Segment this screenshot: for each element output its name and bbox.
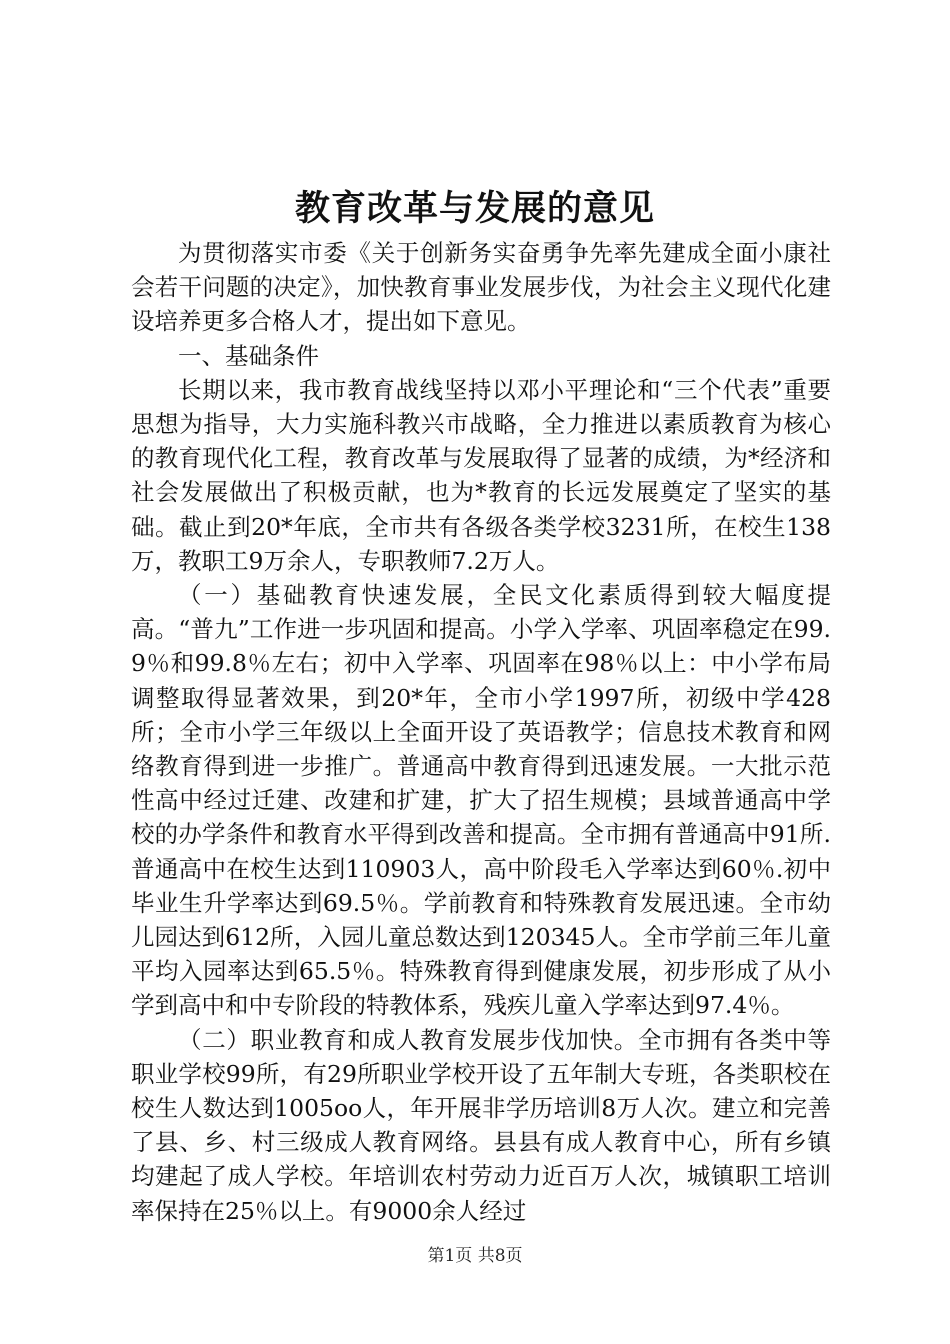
body-paragraph-1: 长期以来，我市教育战线坚持以邓小平理论和“三个代表”重要思想为指导，大力实施科教兴市战略，全力推进以素质教育为核心的教育现代化工程，教育改革与发展取得了显著的成绩，为*经济和社会发展做出了积极贡献，也为*教育的长远发展奠定了坚实的基础。截止到20*年底，全市共有各级各类学校3231所，在校生138万，教职工9万余人，专职教师7.2万人。: [131, 375, 831, 575]
page-indicator: 第1页 共8页: [427, 1246, 523, 1266]
section-heading: 一、基础条件: [178, 341, 319, 370]
intro-paragraph: 为贯彻落实市委《关于创新务实奋勇争先率先建成全面小康社会若干问题的决定》，加快教育事业发展步伐，为社会主义现代化建设培养更多合格人才，提出如下意见。: [131, 239, 831, 336]
body-paragraph-2: （一）基础教育快速发展，全民文化素质得到较大幅度提高。“普九”工作进一步巩固和提高。小学入学率、巩固率稳定在99.9％和99.8％左右；初中入学率、巩固率在98％以上：中小学布局调整取得显著效果，到20*年，全市小学1997所，初级中学428所；全市小学三年级以上全面开设了英语教学；信息技术教育和网络教育得到进一步推广。普通高中教育得到迅速发展。一大批示范性高中经过迁建、改建和扩建，扩大了招生规模；县域普通高中学校的办学条件和教育水平得到改善和提高。全市拥有普通高中91所.普通高中在校生达到110903人，高中阶段毛入学率达到60％.初中毕业生升学率达到69.5％。学前教育和特殊教育发展迅速。全市幼儿园达到612所，入园儿童总数达到120345人。全市学前三年儿童平均入园率达到65.5％。特殊教育得到健康发展，初步形成了从小学到高中和中专阶段的特教体系，残疾儿童入学率达到97.4％。: [131, 581, 831, 1020]
page-footer: [0, 1245, 950, 1267]
document-title: 教育改革与发展的意见: [294, 188, 655, 229]
document-body: [131, 236, 831, 1228]
body-paragraph-3: （二）职业教育和成人教育发展步伐加快。全市拥有各类中等职业学校99所，有29所职业学校开设了五年制大专班，各类职校在校生人数达到1005oo人，年开展非学历培训8万人次。建立和完善了县、乡、村三级成人教育网络。县县有成人教育中心，所有乡镇均建起了成人学校。年培训农村劳动力近百万人次，城镇职工培训率保持在25％以上。有9000余人经过: [131, 1025, 831, 1225]
